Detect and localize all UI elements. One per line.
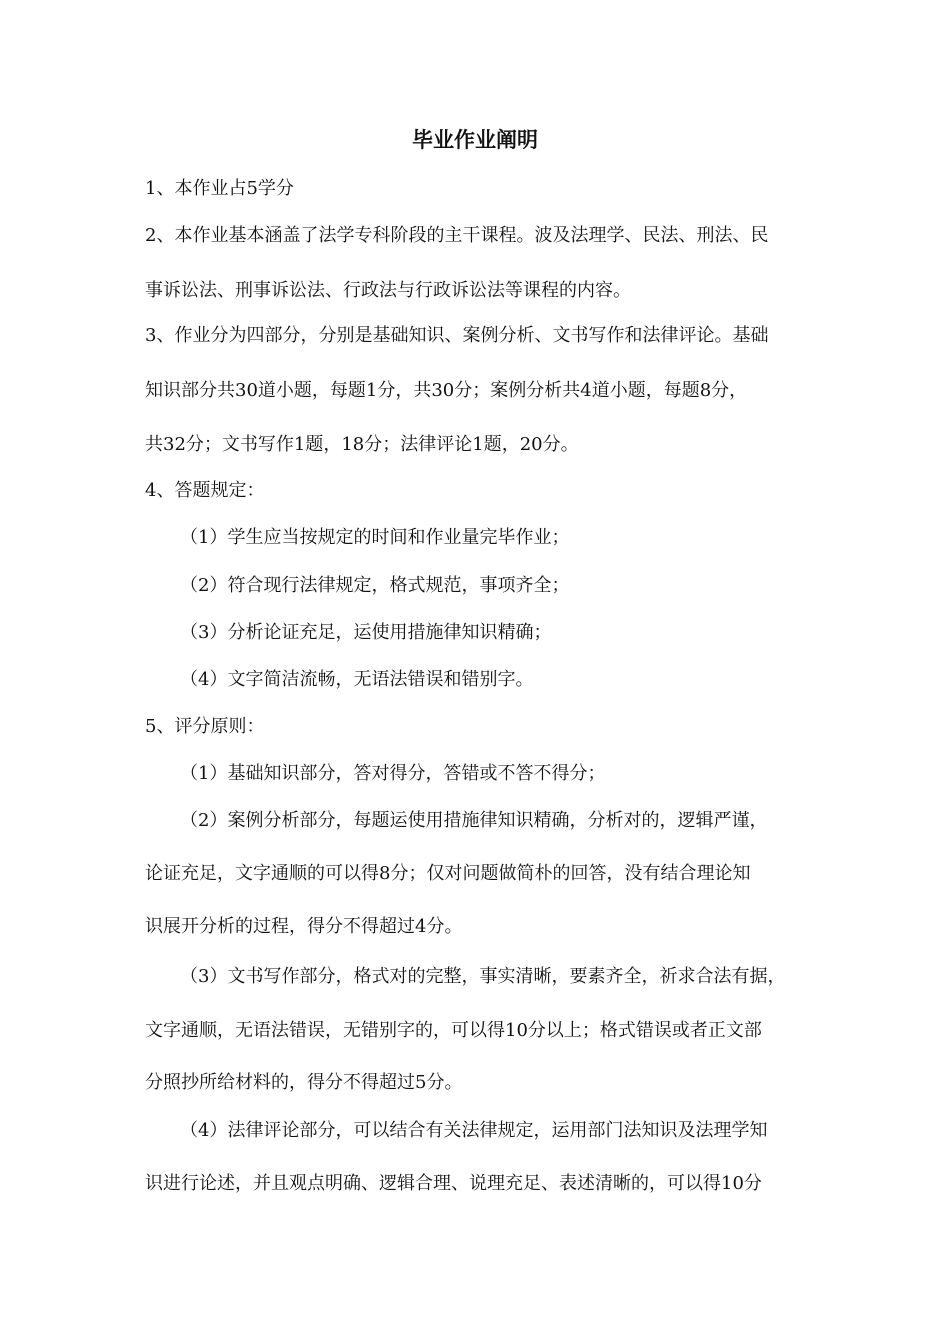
scoring-item-2-line-2: 论证充足，文字通顺的可以得8分；仅对问题做简朴的回答，没有结合理论知 xyxy=(145,863,751,884)
section-1: 1、本作业占5学分 xyxy=(145,178,294,199)
rule-item-4: （4）文字简洁流畅，无语法错误和错别字。 xyxy=(180,669,534,690)
section-2-line-1: 2、本作业基本涵盖了法学专科阶段的主干课程。波及法理学、民法、刑法、民 xyxy=(145,225,769,246)
scoring-item-3-line-1: （3）文书写作部分，格式对的完整，事实清晰，要素齐全，祈求合法有据， xyxy=(180,966,786,987)
section-3-line-2: 知识部分共30道小题，每题1分，共30分；案例分析共4道小题，每题8分， xyxy=(145,380,748,401)
scoring-item-3-line-2: 文字通顺，无语法错误，无错别字的，可以得10分以上；格式错误或者正文部 xyxy=(145,1020,762,1041)
scoring-item-3-line-3: 分照抄所给材料的，得分不得超过5分。 xyxy=(145,1072,463,1093)
section-2-line-2: 事诉讼法、刑事诉讼法、行政法与行政诉讼法等课程的内容。 xyxy=(145,280,631,301)
section-3-line-3: 共32分；文书写作1题，18分；法律评论1题，20分。 xyxy=(145,434,579,455)
section-3-line-1: 3、作业分为四部分，分别是基础知识、案例分析、文书写作和法律评论。基础 xyxy=(145,325,769,346)
scoring-item-2-line-1: （2）案例分析部分，每题运使用措施律知识精确，分析对的，逻辑严谨， xyxy=(180,810,768,831)
document-title: 毕业作业阐明 xyxy=(412,128,538,152)
section-4-heading: 4、答题规定： xyxy=(145,480,265,501)
rule-item-1: （1）学生应当按规定的时间和作业量完毕作业； xyxy=(180,527,570,548)
rule-item-2: （2）符合现行法律规定，格式规范，事项齐全； xyxy=(180,575,570,596)
scoring-item-2-line-3: 识展开分析的过程，得分不得超过4分。 xyxy=(145,916,463,937)
scoring-item-4-line-1: （4）法律评论部分，可以结合有关法律规定，运用部门法知识及法理学知 xyxy=(180,1120,768,1141)
rule-item-3: （3）分析论证充足，运使用措施律知识精确； xyxy=(180,622,552,643)
section-5-heading: 5、评分原则： xyxy=(145,716,265,737)
scoring-item-1: （1）基础知识部分，答对得分，答错或不答不得分； xyxy=(180,763,606,784)
scoring-item-4-line-2: 识进行论述，并且观点明确、逻辑合理、说理充足、表述清晰的，可以得10分 xyxy=(145,1173,762,1194)
